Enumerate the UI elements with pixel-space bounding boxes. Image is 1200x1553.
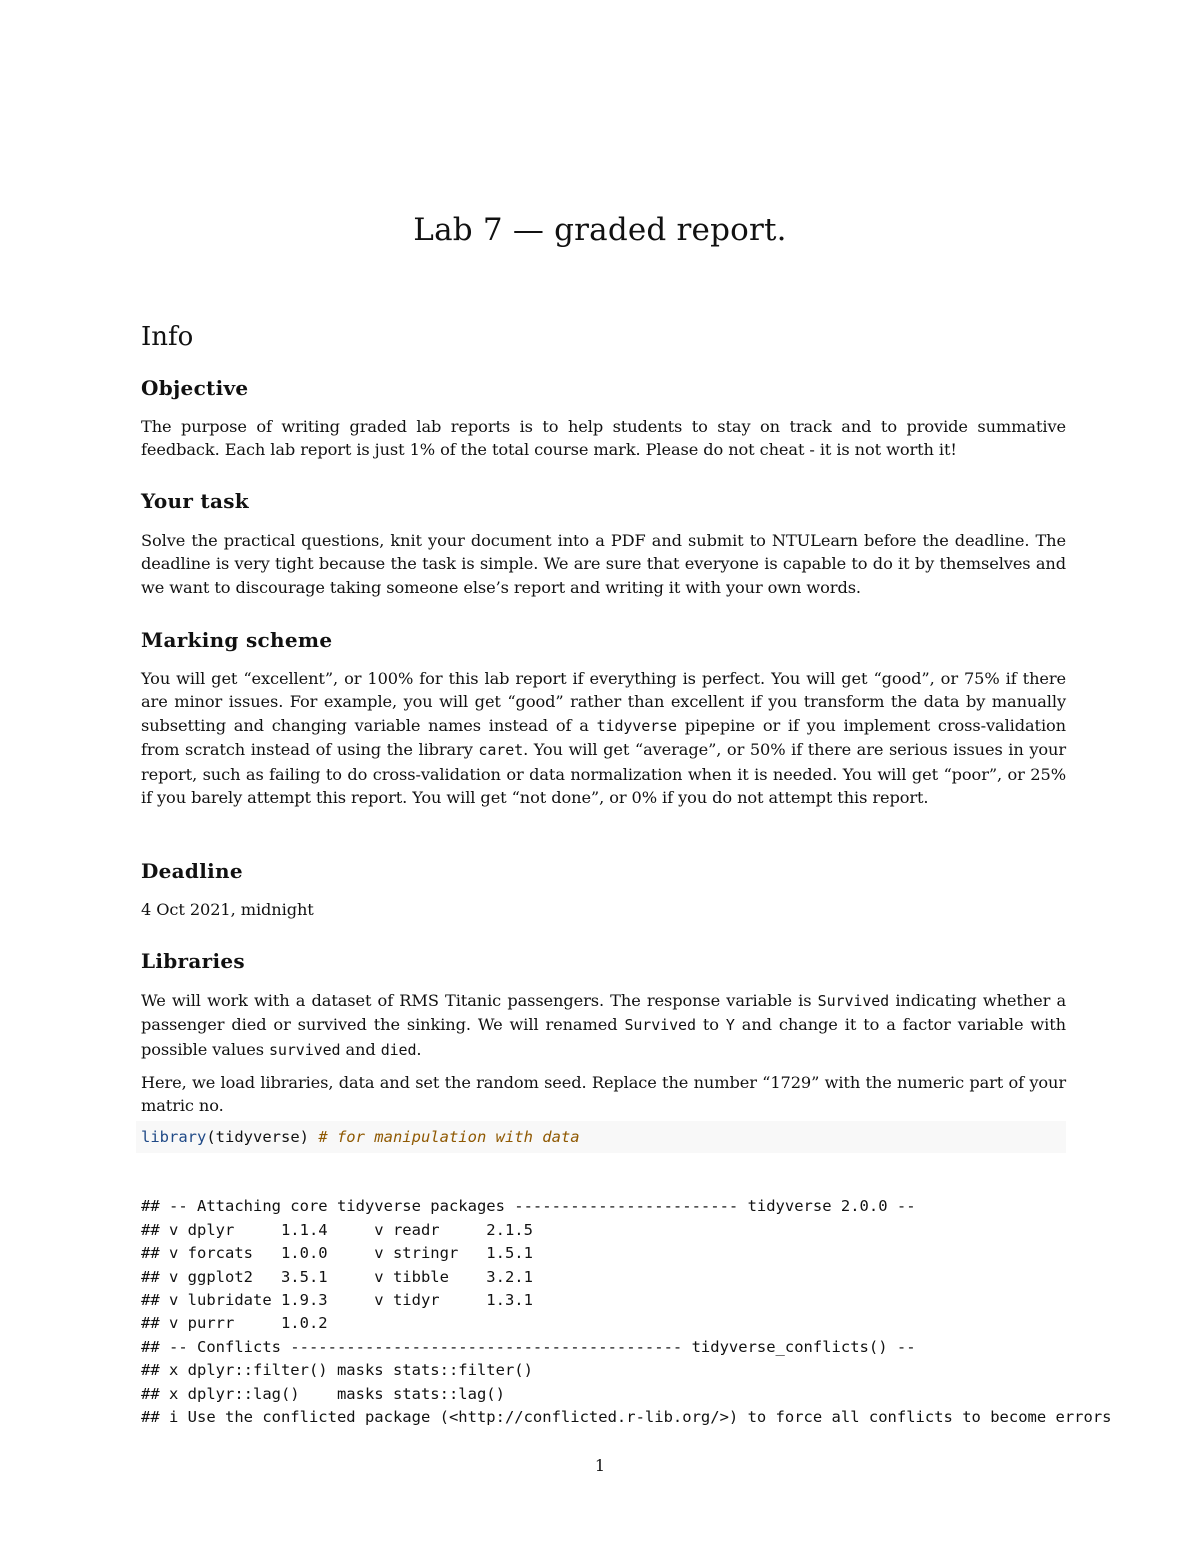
inline-code-survived: Survived (817, 992, 890, 1010)
inline-code-caret: caret (478, 741, 524, 760)
output-line: ## x dplyr::lag() masks stats::lag() (141, 1384, 505, 1403)
inline-code-died: died (380, 1040, 417, 1059)
deadline-heading: Deadline (141, 859, 243, 883)
output-line: ## v purrr 1.0.2 (141, 1314, 328, 1333)
libraries-paragraph-1 (141, 989, 1066, 1062)
marking-text-2: pipepine or if you implement cross-validation from scratch instead of using the library (141, 715, 1066, 760)
inline-code-survived-value: survived (269, 1040, 341, 1059)
objective-paragraph: The purpose of writing graded lab reports is to help students to stay on track and to provide summative feedback. Each lab report is just 1% of the total course mark. Please do not cheat - it is not worth it! (141, 417, 1066, 460)
deadline-text: 4 Oct 2021, midnight (141, 900, 314, 919)
output-line: ## v lubridate 1.9.3 v tidyr 1.3.1 (141, 1290, 533, 1309)
text-run: and change it to a factor variable with possible values (141, 1015, 1066, 1059)
output-line: ## v dplyr 1.1.4 v readr 2.1.5 (141, 1220, 533, 1239)
libraries-paragraph-2: Here, we load libraries, data and set the random seed. Replace the number “1729” with the numeric part of your matric no. (141, 1073, 1066, 1116)
inline-code-tidyverse: tidyverse (596, 716, 677, 735)
task-paragraph: Solve the practical questions, knit your document into a PDF and submit to NTULearn before the deadline. The deadline is very tight because the task is simple. We are sure that everyone is capable to do it by themselves and we want to discourage taking someone else’s report and writing it with your own words. (141, 531, 1066, 597)
text-run: indicating whether a passenger died or survived the sinking. We will renamed (141, 991, 1066, 1035)
output-line: ## x dplyr::filter() masks stats::filter() (141, 1361, 533, 1380)
info-heading: Info (141, 322, 194, 352)
document-title: Lab 7 — graded report. (413, 212, 787, 248)
marking-heading: Marking scheme (141, 628, 333, 652)
text-run: to (695, 1015, 726, 1035)
code-chunk (136, 1121, 1066, 1153)
output-line: ## i Use the conflicted package (<http://conflicted.r-lib.org/>) to force all conflicts to become errors (141, 1407, 1112, 1426)
libraries-heading: Libraries (141, 949, 245, 973)
output-line: ## -- Conflicts ------------------------------------------ tidyverse_conflicts() -- (141, 1337, 916, 1356)
code-argument: (tidyverse) (206, 1128, 319, 1146)
output-line: ## v forcats 1.0.0 v stringr 1.5.1 (141, 1244, 533, 1263)
console-output (141, 1172, 1112, 1453)
text-run: and (340, 1039, 381, 1059)
code-function: library (141, 1128, 207, 1146)
marking-text-1: You will get “excellent”, or 100% for this lab report if everything is perfect. You will get “good”, or 75% if there are minor issues. For example, you will get “good” rather than excellent if you transform the data by manually subsetting and changing variable names instead of a (141, 669, 1066, 735)
marking-text-3: . You will get “average”, or 50% if there are serious issues in your report, such as failing to do cross-validation or data normalization when it is needed. You will get “poor”, or 25% if you barely attempt this report. You will get “not done”, or 0% if you do not attempt this report. (141, 740, 1066, 808)
page-number: 1 (594, 1456, 606, 1475)
text-run: We will work with a dataset of RMS Titanic passengers. The response variable is (141, 991, 818, 1010)
objective-heading: Objective (141, 376, 249, 400)
output-line: ## v ggplot2 3.5.1 v tibble 3.2.1 (141, 1267, 533, 1286)
code-comment: # for manipulation with data (318, 1128, 580, 1146)
task-heading: Your task (141, 489, 249, 513)
marking-paragraph (141, 667, 1066, 809)
inline-code-survived: Survived (624, 1016, 696, 1035)
inline-code-y: Y (725, 1016, 735, 1035)
text-run: . (416, 1039, 422, 1059)
output-line: ## -- Attaching core tidyverse packages ------------------------ tidyverse 2.0.0 -- (141, 1197, 916, 1216)
